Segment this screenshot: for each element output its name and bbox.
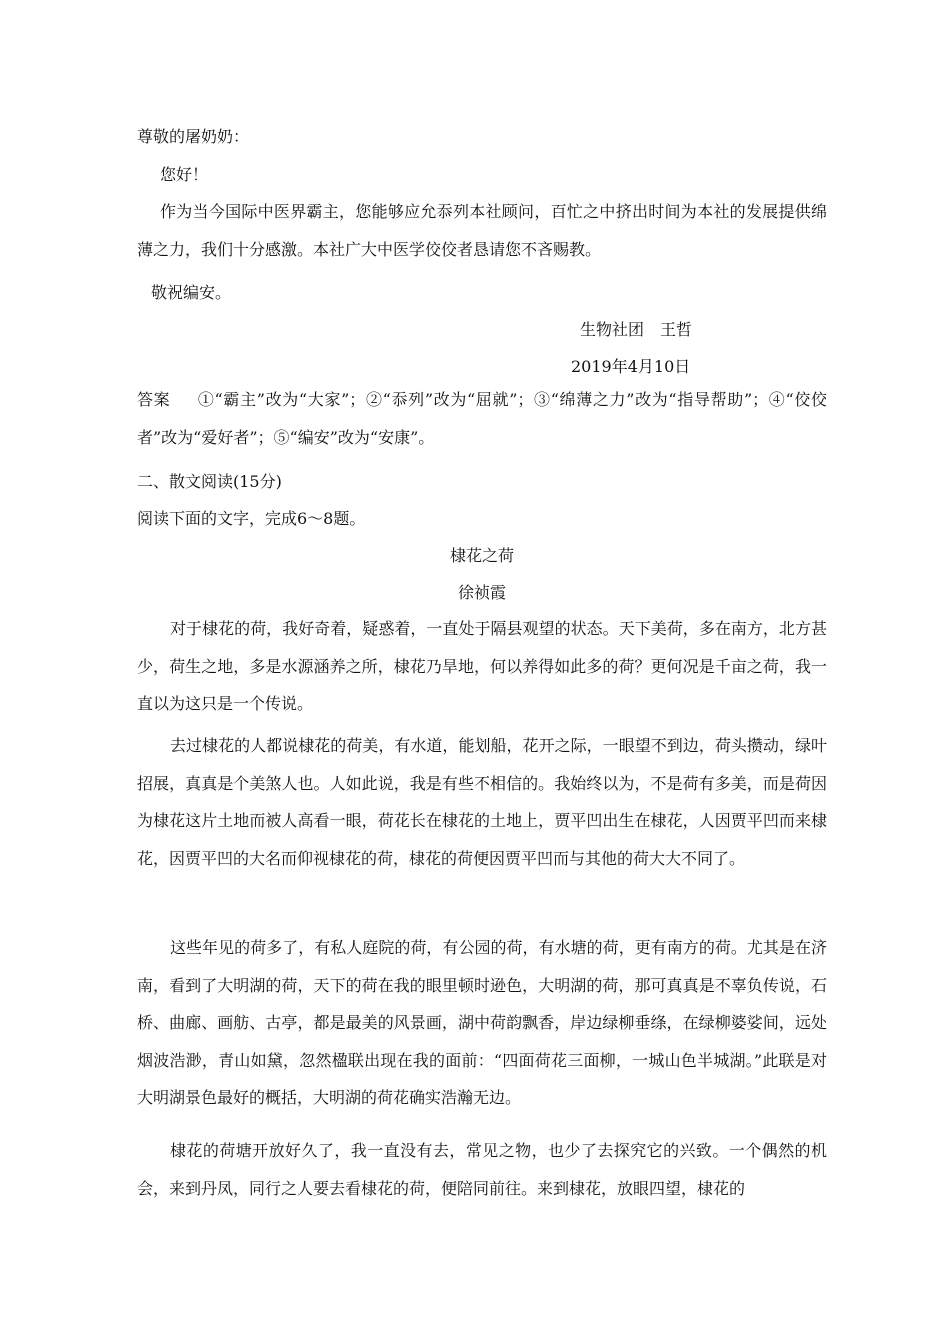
essay-title: 棣花之荷 <box>449 546 514 565</box>
answer-label: 答案 <box>137 390 171 409</box>
essay-paragraph-3: 这些年见的荷多了，有私人庭院的荷，有公园的荷，有水塘的荷，更有南方的荷。尤其是在济南，看到了大明湖的荷，天下的荷在我的眼里顿时逊色，大明湖的荷，那可真真是不辜负传说，石桥、曲廊、画舫、古亭，都是最美的风景画，湖中荷韵飘香，岸边绿柳垂绦，在绿柳婆娑间，远处烟波浩渺，青山如黛，忽然楹联出现在我的面前：“四面荷花三面柳，一城山色半城湖。”此联是对大明湖景色最好的概括，大明湖的荷花确实浩瀚无边。 <box>137 938 827 1107</box>
letter-closing: 敬祝编安。 <box>151 283 232 302</box>
section-heading: 二、散文阅读(15分) <box>137 472 282 491</box>
answer-block <box>137 381 827 456</box>
letter-body: 作为当今国际中医界霸主，您能够应允忝列本社顾问，百忙之中挤出时间为本社的发展提供绵薄之力，我们十分感激。本社广大中医学佼佼者恳请您不吝赐教。 <box>137 202 827 259</box>
essay-paragraph-2: 去过棣花的人都说棣花的荷美，有水道，能划船，花开之际，一眼望不到边，荷头攒动，绿叶招展，真真是个美煞人也。人如此说，我是有些不相信的。我始终以为，不是荷有多美，而是荷因为棣花这片土地而被人高看一眼，荷花长在棣花的土地上，贾平凹出生在棣花，人因贾平凹而来棣花，因贾平凹的大名而仰视棣花的荷，棣花的荷便因贾平凹而与其他的荷大大不同了。 <box>137 736 827 868</box>
letter-salutation: 尊敬的屠奶奶： <box>137 127 250 146</box>
essay-author: 徐祯霞 <box>457 583 506 602</box>
letter-date: 2019年4月10日 <box>571 357 691 376</box>
essay-paragraph-4: 棣花的荷塘开放好久了，我一直没有去，常见之物，也少了去探究它的兴致。一个偶然的机会，来到丹凤，同行之人要去看棣花的荷，便陪同前往。来到棣花，放眼四望，棣花的 <box>137 1141 827 1198</box>
letter-signature: 生物社团 王哲 <box>580 320 693 339</box>
essay-paragraph-1: 对于棣花的荷，我好奇着，疑惑着，一直处于隔县观望的状态。天下美荷，多在南方，北方甚少，荷生之地，多是水源涵养之所，棣花乃旱地，何以养得如此多的荷？更何况是千亩之荷，我一直以为这只是一个传说。 <box>137 619 827 713</box>
section-instruction: 阅读下面的文字，完成6～8题。 <box>137 509 366 528</box>
answer-text: ①“霸主”改为“大家”；②“忝列”改为“屈就”；③“绵薄之力”改为“指导帮助”；④“佼佼者”改为“爱好者”；⑤“编安”改为“安康”。 <box>137 390 827 447</box>
letter-greeting: 您好！ <box>160 165 209 184</box>
